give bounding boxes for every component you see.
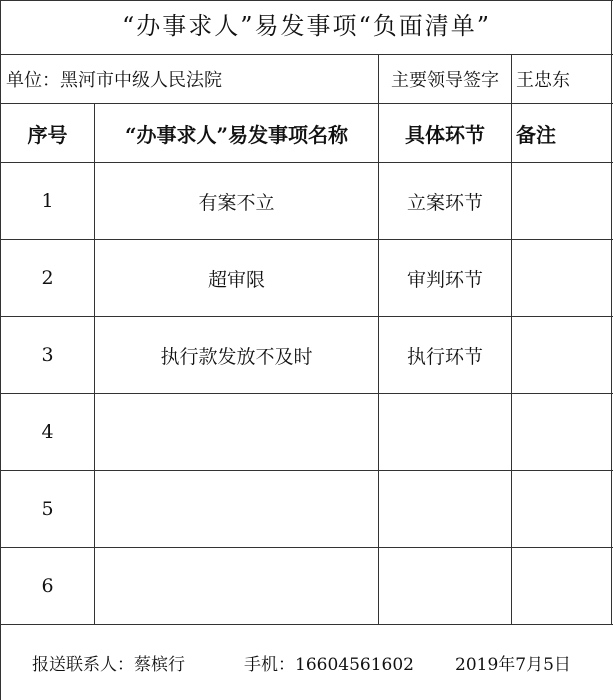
row-4-serial: 4 (41, 421, 54, 443)
row-6-note (512, 548, 611, 624)
row-1-serial: 1 (41, 190, 54, 212)
row-5-serial: 5 (41, 498, 54, 520)
row-5-stage (379, 471, 511, 547)
leader-sign-label: 主要领导签字 (391, 70, 499, 91)
unit-label: 单位：黑河市中级人民法院 (6, 70, 222, 91)
header-stage: 具体环节 (405, 122, 485, 147)
row-1-note (512, 163, 611, 239)
footer-date: 2019年7月5日 (455, 654, 571, 675)
row-4-note (512, 394, 611, 470)
row-6-serial: 6 (41, 575, 54, 597)
footer-phone: 手机：16604561602 (244, 654, 414, 675)
row-6-stage (379, 548, 511, 624)
rule-row-6 (0, 624, 613, 625)
footer (0, 640, 613, 684)
rule-right (611, 0, 612, 624)
row-2-note (512, 240, 611, 316)
form-title: “办事求人”易发事项“负面清单” (121, 12, 492, 40)
leader-sign-name: 王忠东 (516, 70, 570, 91)
row-1-item-name: 有案不立 (198, 191, 275, 214)
row-2-serial: 2 (41, 267, 54, 289)
row-5-item-name (95, 471, 378, 547)
row-2-stage: 审判环节 (406, 268, 483, 291)
row-3-stage: 执行环节 (406, 345, 483, 368)
row-6-item-name (95, 548, 378, 624)
header-item-name: “办事求人”易发事项名称 (124, 122, 348, 147)
row-4-stage (379, 394, 511, 470)
rule-top (0, 0, 613, 1)
rule-meta-sep-2 (511, 54, 512, 104)
header-note: 备注 (516, 122, 556, 147)
row-3-note (512, 317, 611, 393)
row-1-stage: 立案环节 (406, 191, 483, 214)
row-2-item-name: 超审限 (207, 268, 265, 291)
row-4-item-name (95, 394, 378, 470)
row-3-item-name: 执行款发放不及时 (160, 345, 313, 368)
row-5-note (512, 471, 611, 547)
footer-contact: 报送联系人：蔡槟行 (32, 654, 185, 675)
header-serial: 序号 (27, 122, 68, 147)
row-3-serial: 3 (41, 344, 54, 366)
